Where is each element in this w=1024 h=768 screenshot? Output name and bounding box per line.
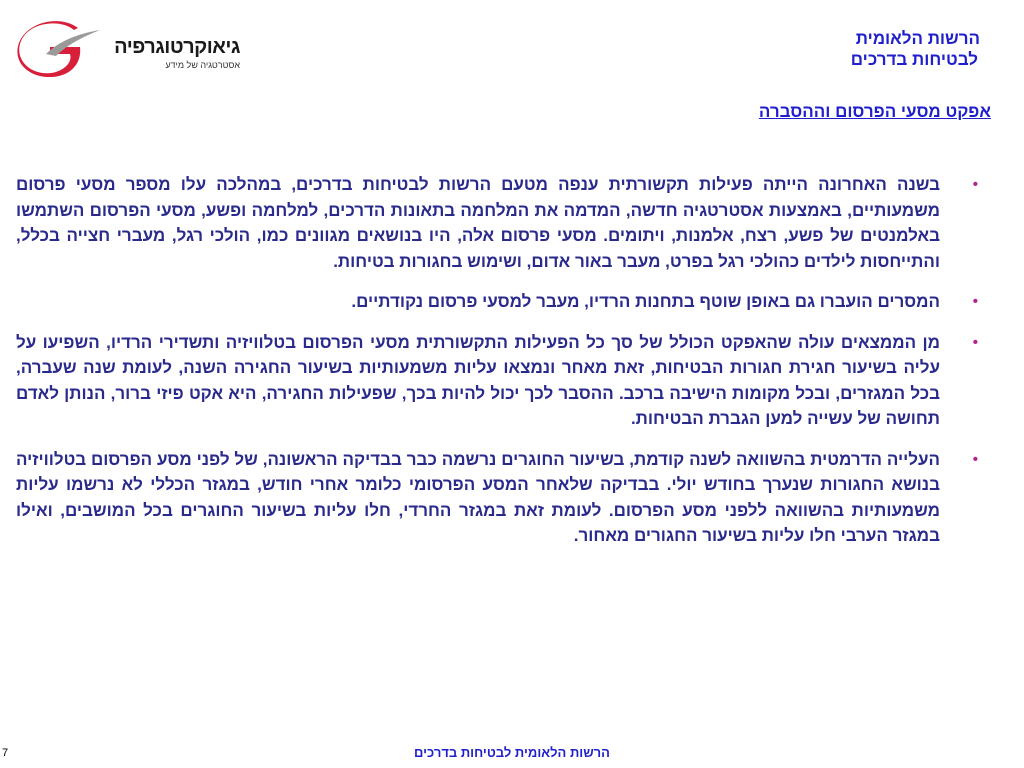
bullet-item: [16, 447, 1004, 549]
logo-tagline: אסטרטגיה של מידע: [165, 60, 240, 70]
bullet-dot-icon: •: [972, 333, 978, 351]
footer-organization: הרשות הלאומית לבטיחות בדרכים: [414, 745, 610, 760]
logo-swoosh-icon: [16, 20, 100, 78]
bullet-item: [16, 330, 1004, 432]
organization-title-line1: הרשות הלאומית: [855, 29, 980, 48]
section-title: אפקט מסעי הפרסום וההסברה: [758, 102, 991, 121]
bullet-dot-icon: •: [972, 293, 978, 310]
organization-title: [720, 28, 980, 70]
bullet-list: [16, 172, 1004, 564]
bullet-text: המסרים הועברו גם באופן שוטף בתחנות הרדיו, מעבר למסעי פרסום נקודתיים.: [351, 292, 940, 311]
company-logo: [16, 20, 240, 80]
bullet-item: [16, 172, 1004, 274]
bullet-item: [16, 289, 1004, 315]
page-number: 7: [2, 747, 9, 759]
bullet-text: בשנה האחרונה הייתה פעילות תקשורתית ענפה מטעם הרשות לבטיחות בדרכים, במהלכה עלו מספר מסעי פרסום משמעותיים, באמצעות אסטרטגיה חדשה, המדמה את המלחמה בתאונות הדרכים, למלחמה ופשע, מסעי הפרסום השתמשו באלמנטים של פשע, רצח, אלמנות, ויתומים. מסעי פרסום אלה, היו בנושאים מגוונים כמו, הולכי רגל, מעברי חצייה בכלל, והתייחסות לילדים כהולכי רגל בפרט, מעבר באור אדום, ושימוש בחגורות בטיחות.: [16, 175, 940, 271]
bullet-text: העלייה הדרמטית בהשוואה לשנה קודמת, בשיעור החוגרים נרשמה כבר בבדיקה הראשונה, של לפני מסע הפרסום בטלוויזיה בנושא החגורות שנערך בחודש יולי. בבדיקה שלאחר המסע הפרסומי כלומר אחרי חודש, במגזר הכללי לא נרשמו עליות משמעותיות בהשוואה ללפני מסע הפרסום. לעומת זאת במגזר החרדי, חלו עליות בשיעור החוגרים בכל המושבים, ואילו במגזר הערבי חלו עליות בשיעור החגורים מאחור.: [16, 449, 940, 545]
bullet-dot-icon: •: [972, 176, 978, 193]
logo-name: גיאוקרטוגרפיה: [114, 36, 240, 58]
bullet-text: מן הממצאים עולה שהאפקט הכולל של סך כל הפעילות התקשורתית מסעי הפרסום בטלוויזיה ותשדירי הרדיו, השפיעו על עליה בשיעור חגירת חגורות הבטיחות, זאת מאחר ונמצאו עליות משמעותיות בשיעור החגירה השנה, לעומת שנה שעברה, בכל המגזרים, ובכל מקומות הישיבה ברכב. ההסבר לכך יכול להיות בכך, שפעילות החגירה, היא אקט פיזי ברור, הנותן לאדם תחושה של עשייה למען הגברת הבטיחות.: [16, 332, 940, 428]
organization-title-line2: לבטיחות בדרכים: [850, 50, 978, 69]
bullet-dot-icon: •: [972, 450, 978, 468]
